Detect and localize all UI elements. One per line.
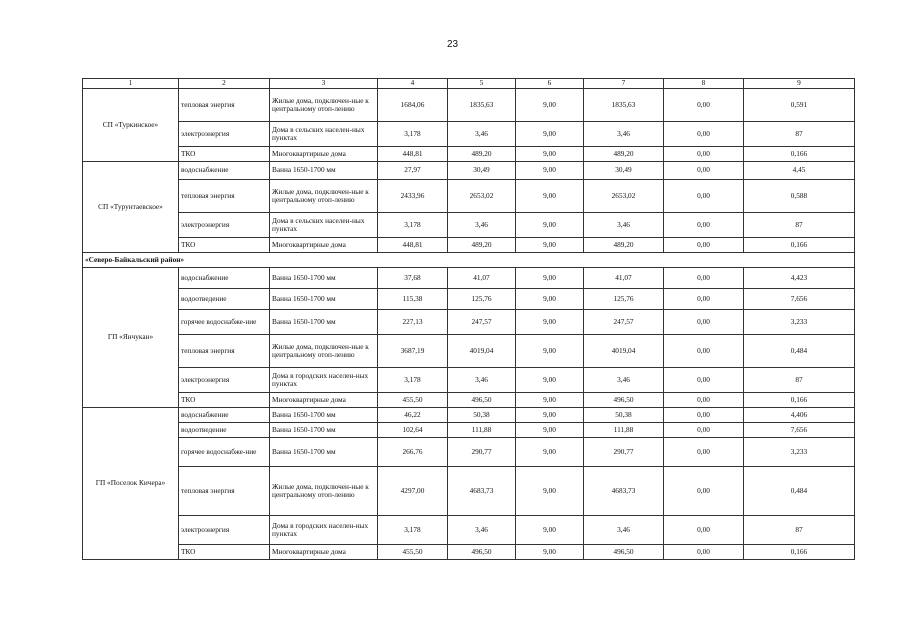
service-cell: электроэнергия xyxy=(179,516,270,545)
service-cell: электроэнергия xyxy=(179,368,270,393)
value-cell: 9,00 xyxy=(516,147,584,162)
value-cell: 0,591 xyxy=(744,89,855,122)
value-cell: 50,38 xyxy=(448,408,516,423)
value-cell: 0,166 xyxy=(744,147,855,162)
settlement-name: СП «Туркинское» xyxy=(83,89,179,162)
housing-type-cell: Ванна 1650-1700 мм xyxy=(270,289,378,310)
table-row xyxy=(83,147,855,162)
value-cell: 496,50 xyxy=(448,393,516,408)
value-cell: 3,178 xyxy=(378,213,448,238)
header-row xyxy=(83,79,855,89)
housing-type-cell: Дома в городских населен-ных пунктах xyxy=(270,516,378,545)
value-cell: 125,76 xyxy=(584,289,664,310)
district-heading: «Северо-Байкальский район» xyxy=(83,253,855,268)
settlement-name: ГП «Поселок Кичера» xyxy=(83,408,179,560)
value-cell: 37,68 xyxy=(378,268,448,289)
housing-type-cell: Жилые дома, подключен-ные к центральному отоп-лению xyxy=(270,180,378,213)
value-cell: 4683,73 xyxy=(448,467,516,516)
housing-type-cell: Ванна 1650-1700 мм xyxy=(270,310,378,335)
value-cell: 4,45 xyxy=(744,162,855,180)
table-row xyxy=(83,335,855,368)
table-row xyxy=(83,408,855,423)
value-cell: 3,46 xyxy=(584,122,664,147)
housing-type-cell: Ванна 1650-1700 мм xyxy=(270,423,378,438)
value-cell: 0,00 xyxy=(664,162,744,180)
value-cell: 2653,02 xyxy=(448,180,516,213)
value-cell: 9,00 xyxy=(516,268,584,289)
value-cell: 9,00 xyxy=(516,368,584,393)
value-cell: 0,484 xyxy=(744,335,855,368)
housing-type-cell: Многоквартирные дома xyxy=(270,545,378,560)
value-cell: 448,81 xyxy=(378,238,448,253)
value-cell: 0,00 xyxy=(664,180,744,213)
service-cell: тепловая энергия xyxy=(179,335,270,368)
value-cell: 4297,00 xyxy=(378,467,448,516)
table-row xyxy=(83,545,855,560)
value-cell: 0,166 xyxy=(744,238,855,253)
value-cell: 1835,63 xyxy=(448,89,516,122)
housing-type-cell: Жилые дома, подключен-ные к центральному отоп-лению xyxy=(270,335,378,368)
header-col-8: 8 xyxy=(664,79,744,89)
value-cell: 227,13 xyxy=(378,310,448,335)
value-cell: 9,00 xyxy=(516,213,584,238)
housing-type-cell: Ванна 1650-1700 мм xyxy=(270,162,378,180)
service-cell: горячее водоснабже-ние xyxy=(179,438,270,467)
header-col-1: 1 xyxy=(83,79,179,89)
value-cell: 125,76 xyxy=(448,289,516,310)
housing-type-cell: Ванна 1650-1700 мм xyxy=(270,408,378,423)
value-cell: 0,00 xyxy=(664,147,744,162)
value-cell: 3,46 xyxy=(584,368,664,393)
value-cell: 3,46 xyxy=(448,516,516,545)
page-number: 23 xyxy=(446,39,459,50)
housing-type-cell: Ванна 1650-1700 мм xyxy=(270,268,378,289)
table-row xyxy=(83,393,855,408)
table-row xyxy=(83,368,855,393)
header-col-6: 6 xyxy=(516,79,584,89)
value-cell: 247,57 xyxy=(448,310,516,335)
value-cell: 1835,63 xyxy=(584,89,664,122)
value-cell: 3,178 xyxy=(378,122,448,147)
tariff-table xyxy=(82,78,855,560)
value-cell: 87 xyxy=(744,122,855,147)
table-row xyxy=(83,162,855,180)
value-cell: 9,00 xyxy=(516,467,584,516)
value-cell: 46,22 xyxy=(378,408,448,423)
value-cell: 4019,04 xyxy=(584,335,664,368)
value-cell: 3,233 xyxy=(744,310,855,335)
value-cell: 0,00 xyxy=(664,289,744,310)
header-col-9: 9 xyxy=(744,79,855,89)
housing-type-cell: Многоквартирные дома xyxy=(270,238,378,253)
value-cell: 4,406 xyxy=(744,408,855,423)
value-cell: 9,00 xyxy=(516,289,584,310)
value-cell: 9,00 xyxy=(516,423,584,438)
value-cell: 0,00 xyxy=(664,213,744,238)
value-cell: 0,00 xyxy=(664,268,744,289)
value-cell: 3,46 xyxy=(584,213,664,238)
value-cell: 496,50 xyxy=(448,545,516,560)
housing-type-cell: Многоквартирные дома xyxy=(270,393,378,408)
value-cell: 4,423 xyxy=(744,268,855,289)
header-col-3: 3 xyxy=(270,79,378,89)
header-col-4: 4 xyxy=(378,79,448,89)
value-cell: 4019,04 xyxy=(448,335,516,368)
table-row xyxy=(83,516,855,545)
service-cell: водоотведение xyxy=(179,289,270,310)
service-cell: электроэнергия xyxy=(179,213,270,238)
value-cell: 111,88 xyxy=(448,423,516,438)
table-row xyxy=(83,122,855,147)
service-cell: водоснабжение xyxy=(179,408,270,423)
value-cell: 290,77 xyxy=(448,438,516,467)
table-row xyxy=(83,467,855,516)
value-cell: 3,178 xyxy=(378,516,448,545)
value-cell: 0,00 xyxy=(664,438,744,467)
value-cell: 87 xyxy=(744,213,855,238)
service-cell: электроэнергия xyxy=(179,122,270,147)
value-cell: 0,588 xyxy=(744,180,855,213)
value-cell: 9,00 xyxy=(516,393,584,408)
service-cell: ТКО xyxy=(179,393,270,408)
housing-type-cell: Дома в сельских населен-ных пунктах xyxy=(270,122,378,147)
value-cell: 9,00 xyxy=(516,180,584,213)
value-cell: 489,20 xyxy=(584,147,664,162)
service-cell: тепловая энергия xyxy=(179,467,270,516)
value-cell: 7,656 xyxy=(744,289,855,310)
value-cell: 3,178 xyxy=(378,368,448,393)
value-cell: 448,81 xyxy=(378,147,448,162)
value-cell: 9,00 xyxy=(516,238,584,253)
value-cell: 50,38 xyxy=(584,408,664,423)
value-cell: 9,00 xyxy=(516,89,584,122)
table-row xyxy=(83,438,855,467)
value-cell: 115,38 xyxy=(378,289,448,310)
district-row xyxy=(83,253,855,268)
housing-type-cell: Дома в сельских населен-ных пунктах xyxy=(270,213,378,238)
value-cell: 0,00 xyxy=(664,122,744,147)
table-row xyxy=(83,180,855,213)
value-cell: 0,00 xyxy=(664,467,744,516)
value-cell: 9,00 xyxy=(516,162,584,180)
value-cell: 455,50 xyxy=(378,393,448,408)
value-cell: 102,64 xyxy=(378,423,448,438)
value-cell: 489,20 xyxy=(584,238,664,253)
value-cell: 0,00 xyxy=(664,238,744,253)
housing-type-cell: Многоквартирные дома xyxy=(270,147,378,162)
value-cell: 111,88 xyxy=(584,423,664,438)
table-row xyxy=(83,238,855,253)
table-row xyxy=(83,423,855,438)
value-cell: 4683,73 xyxy=(584,467,664,516)
value-cell: 0,00 xyxy=(664,368,744,393)
value-cell: 0,00 xyxy=(664,393,744,408)
value-cell: 2653,02 xyxy=(584,180,664,213)
header-col-5: 5 xyxy=(448,79,516,89)
table-row xyxy=(83,268,855,289)
value-cell: 3,46 xyxy=(448,368,516,393)
value-cell: 7,656 xyxy=(744,423,855,438)
value-cell: 30,49 xyxy=(584,162,664,180)
value-cell: 1684,06 xyxy=(378,89,448,122)
value-cell: 489,20 xyxy=(448,147,516,162)
value-cell: 9,00 xyxy=(516,545,584,560)
table-row xyxy=(83,310,855,335)
housing-type-cell: Жилые дома, подключен-ные к центральному отоп-лению xyxy=(270,89,378,122)
table-row xyxy=(83,289,855,310)
value-cell: 0,484 xyxy=(744,467,855,516)
value-cell: 27,97 xyxy=(378,162,448,180)
value-cell: 290,77 xyxy=(584,438,664,467)
value-cell: 2433,96 xyxy=(378,180,448,213)
value-cell: 0,166 xyxy=(744,393,855,408)
value-cell: 9,00 xyxy=(516,335,584,368)
service-cell: тепловая энергия xyxy=(179,89,270,122)
value-cell: 0,00 xyxy=(664,423,744,438)
value-cell: 496,50 xyxy=(584,545,664,560)
value-cell: 247,57 xyxy=(584,310,664,335)
value-cell: 9,00 xyxy=(516,516,584,545)
value-cell: 0,00 xyxy=(664,335,744,368)
service-cell: ТКО xyxy=(179,147,270,162)
value-cell: 3,46 xyxy=(448,213,516,238)
housing-type-cell: Ванна 1650-1700 мм xyxy=(270,438,378,467)
service-cell: горячее водоснабже-ние xyxy=(179,310,270,335)
value-cell: 9,00 xyxy=(516,122,584,147)
value-cell: 496,50 xyxy=(584,393,664,408)
header-col-2: 2 xyxy=(179,79,270,89)
service-cell: ТКО xyxy=(179,545,270,560)
value-cell: 266,76 xyxy=(378,438,448,467)
value-cell: 0,00 xyxy=(664,516,744,545)
value-cell: 9,00 xyxy=(516,438,584,467)
value-cell: 9,00 xyxy=(516,408,584,423)
value-cell: 87 xyxy=(744,368,855,393)
settlement-name: СП «Турунтаевское» xyxy=(83,162,179,253)
value-cell: 455,50 xyxy=(378,545,448,560)
table-row xyxy=(83,89,855,122)
housing-type-cell: Дома в городских населен-ных пунктах xyxy=(270,368,378,393)
value-cell: 3,233 xyxy=(744,438,855,467)
value-cell: 0,00 xyxy=(664,408,744,423)
service-cell: водоснабжение xyxy=(179,162,270,180)
value-cell: 9,00 xyxy=(516,310,584,335)
service-cell: ТКО xyxy=(179,238,270,253)
value-cell: 3,46 xyxy=(448,122,516,147)
service-cell: тепловая энергия xyxy=(179,180,270,213)
value-cell: 3,46 xyxy=(584,516,664,545)
table-row xyxy=(83,213,855,238)
value-cell: 0,00 xyxy=(664,545,744,560)
value-cell: 30,49 xyxy=(448,162,516,180)
value-cell: 0,166 xyxy=(744,545,855,560)
value-cell: 41,07 xyxy=(448,268,516,289)
value-cell: 87 xyxy=(744,516,855,545)
value-cell: 0,00 xyxy=(664,310,744,335)
settlement-name: ГП «Янчукан» xyxy=(83,268,179,408)
service-cell: водоснабжение xyxy=(179,268,270,289)
service-cell: водоотведение xyxy=(179,423,270,438)
value-cell: 0,00 xyxy=(664,89,744,122)
housing-type-cell: Жилые дома, подключен-ные к центральному отоп-лению xyxy=(270,467,378,516)
value-cell: 489,20 xyxy=(448,238,516,253)
value-cell: 3687,19 xyxy=(378,335,448,368)
value-cell: 41,07 xyxy=(584,268,664,289)
header-col-7: 7 xyxy=(584,79,664,89)
